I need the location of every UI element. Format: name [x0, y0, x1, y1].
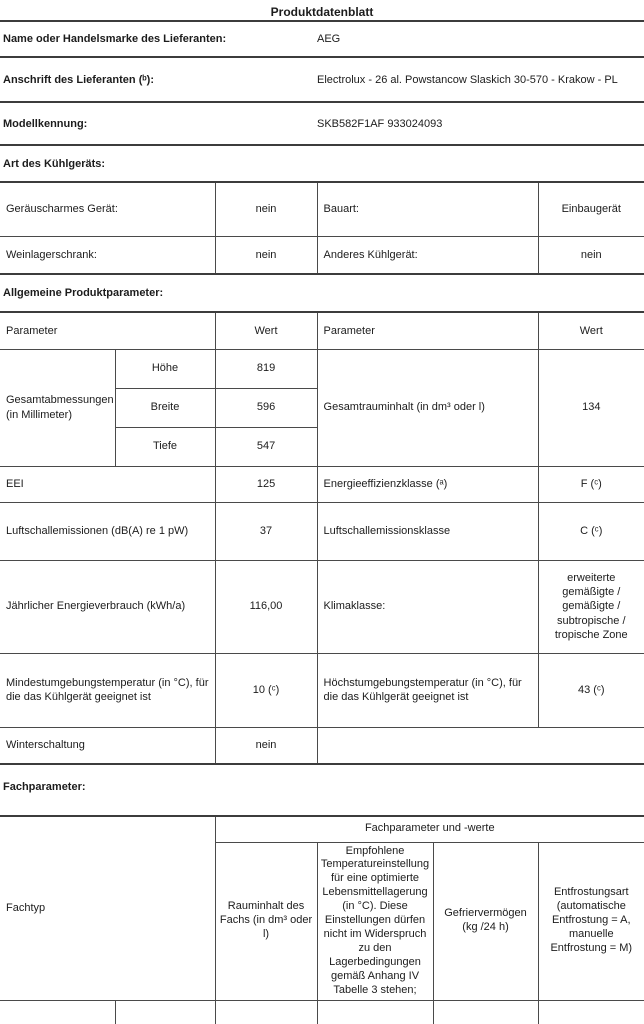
param-label: Bauart: [317, 182, 538, 236]
param-value: Einbaugerät [538, 182, 644, 236]
column-header-rauminhalt: Rauminhalt des Fachs (in dm³ oder l) [215, 842, 317, 1001]
param-value: F (ᶜ) [538, 466, 644, 502]
empty-cell [317, 1001, 433, 1024]
param-value: C (ᶜ) [538, 502, 644, 560]
column-header-gefriervermoegen: Gefriervermögen (kg /24 h) [433, 842, 538, 1001]
model-identifier-value: SKB582F1AF 933024093 [317, 117, 443, 130]
dimension-value: 596 [215, 388, 317, 427]
table-row [0, 349, 644, 388]
param-label: Luftschallemissionen (dB(A) re 1 pW) [0, 502, 215, 560]
supplier-address-row [0, 58, 644, 103]
param-label: Anderes Kühlgerät: [317, 236, 538, 274]
param-value: nein [538, 236, 644, 274]
empty-cell [215, 1001, 317, 1024]
section-heading-appliance-type: Art des Kühlgeräts: [3, 158, 106, 170]
column-header-temperatureinstellung: Empfohlene Temperatureinstellung für eine optimierte Lebensmittellagerung (in °C). Diese Einstellungen dürfen nicht im Widerspruch zu den Lagerbedingungen gemäß Anhang IV Tabelle 3 stehen; [317, 842, 433, 1001]
supplier-name-value: AEG [317, 33, 341, 45]
empty-cell [433, 1001, 538, 1024]
column-header-entfrostungsart: Entfrostungsart (automatische Entfrostung = A, manuelle Entfrostung = M) [538, 842, 644, 1001]
param-value: 125 [215, 466, 317, 502]
param-value: erweiterte gemäßigte / gemäßigte / subtropische / tropische Zone [538, 560, 644, 653]
page-title: Produktdatenblatt [0, 0, 644, 22]
param-value: nein [215, 182, 317, 236]
column-header-wert: Wert [538, 312, 644, 349]
dimension-label: Breite [115, 388, 215, 427]
param-value: 43 (ᶜ) [538, 653, 644, 727]
total-volume-label: Gesamtrauminhalt (in dm³ oder l) [317, 349, 538, 466]
empty-cell [0, 1001, 115, 1024]
table-row [0, 236, 644, 274]
param-label: Klimaklasse: [317, 560, 538, 653]
supplier-name-row [0, 22, 644, 58]
param-value: nein [215, 236, 317, 274]
dimension-label: Höhe [115, 349, 215, 388]
param-value: 37 [215, 502, 317, 560]
param-label: Luftschallemissionsklasse [317, 502, 538, 560]
table-row [0, 502, 644, 560]
compartment-parameters-table [0, 815, 644, 1024]
param-value: nein [215, 727, 317, 764]
section-heading-general-parameters: Allgemeine Produktparameter: [3, 287, 164, 299]
model-identifier-label: Modellkennung: [3, 117, 88, 130]
column-header-parameter: Parameter [0, 312, 215, 349]
dimension-value: 547 [215, 427, 317, 466]
param-label: Höchstumgebungstemperatur (in °C), für die das Kühlgerät geeignet ist [317, 653, 538, 727]
param-label: Mindestumgebungstemperatur (in °C), für die das Kühlgerät geeignet ist [0, 653, 215, 727]
param-label: Weinlagerschrank: [0, 236, 215, 274]
column-header-wert: Wert [215, 312, 317, 349]
table-row [0, 1001, 644, 1024]
supplier-address-value: Electrolux - 26 al. Powstancow Slaskich 30-570 - Krakow - PL [317, 73, 618, 86]
table-header-row [0, 312, 644, 349]
table-row [0, 182, 644, 236]
dimension-label: Tiefe [115, 427, 215, 466]
table-row [0, 560, 644, 653]
dimensions-group-label: Gesamtabmessungen (in Millimeter) [0, 349, 115, 466]
supplier-name-label: Name oder Handelsmarke des Lieferanten: [3, 33, 227, 45]
model-identifier-row [0, 103, 644, 146]
empty-cell [317, 727, 644, 764]
param-label: Energieeffizienzklasse (ᵃ) [317, 466, 538, 502]
general-parameters-table [0, 311, 644, 765]
supplier-address-label: Anschrift des Lieferanten (ᵇ): [3, 73, 154, 86]
table-row [0, 466, 644, 502]
table-header-band-row [0, 816, 644, 842]
empty-cell [115, 1001, 215, 1024]
column-header-parameter: Parameter [317, 312, 538, 349]
param-value: 116,00 [215, 560, 317, 653]
table-row [0, 727, 644, 764]
param-value: 10 (ᶜ) [215, 653, 317, 727]
column-header-fachtyp: Fachtyp [0, 816, 215, 1001]
band-header-fachparameter-werte: Fachparameter und -werte [215, 816, 644, 842]
table-row [0, 653, 644, 727]
dimension-value: 819 [215, 349, 317, 388]
param-label: Jährlicher Energieverbrauch (kWh/a) [0, 560, 215, 653]
total-volume-value: 134 [538, 349, 644, 466]
param-label: EEI [0, 466, 215, 502]
param-label: Winterschaltung [0, 727, 215, 764]
empty-cell [538, 1001, 644, 1024]
param-label: Geräuscharmes Gerät: [0, 182, 215, 236]
appliance-type-table [0, 181, 644, 275]
section-heading-compartment-parameters: Fachparameter: [3, 781, 86, 793]
